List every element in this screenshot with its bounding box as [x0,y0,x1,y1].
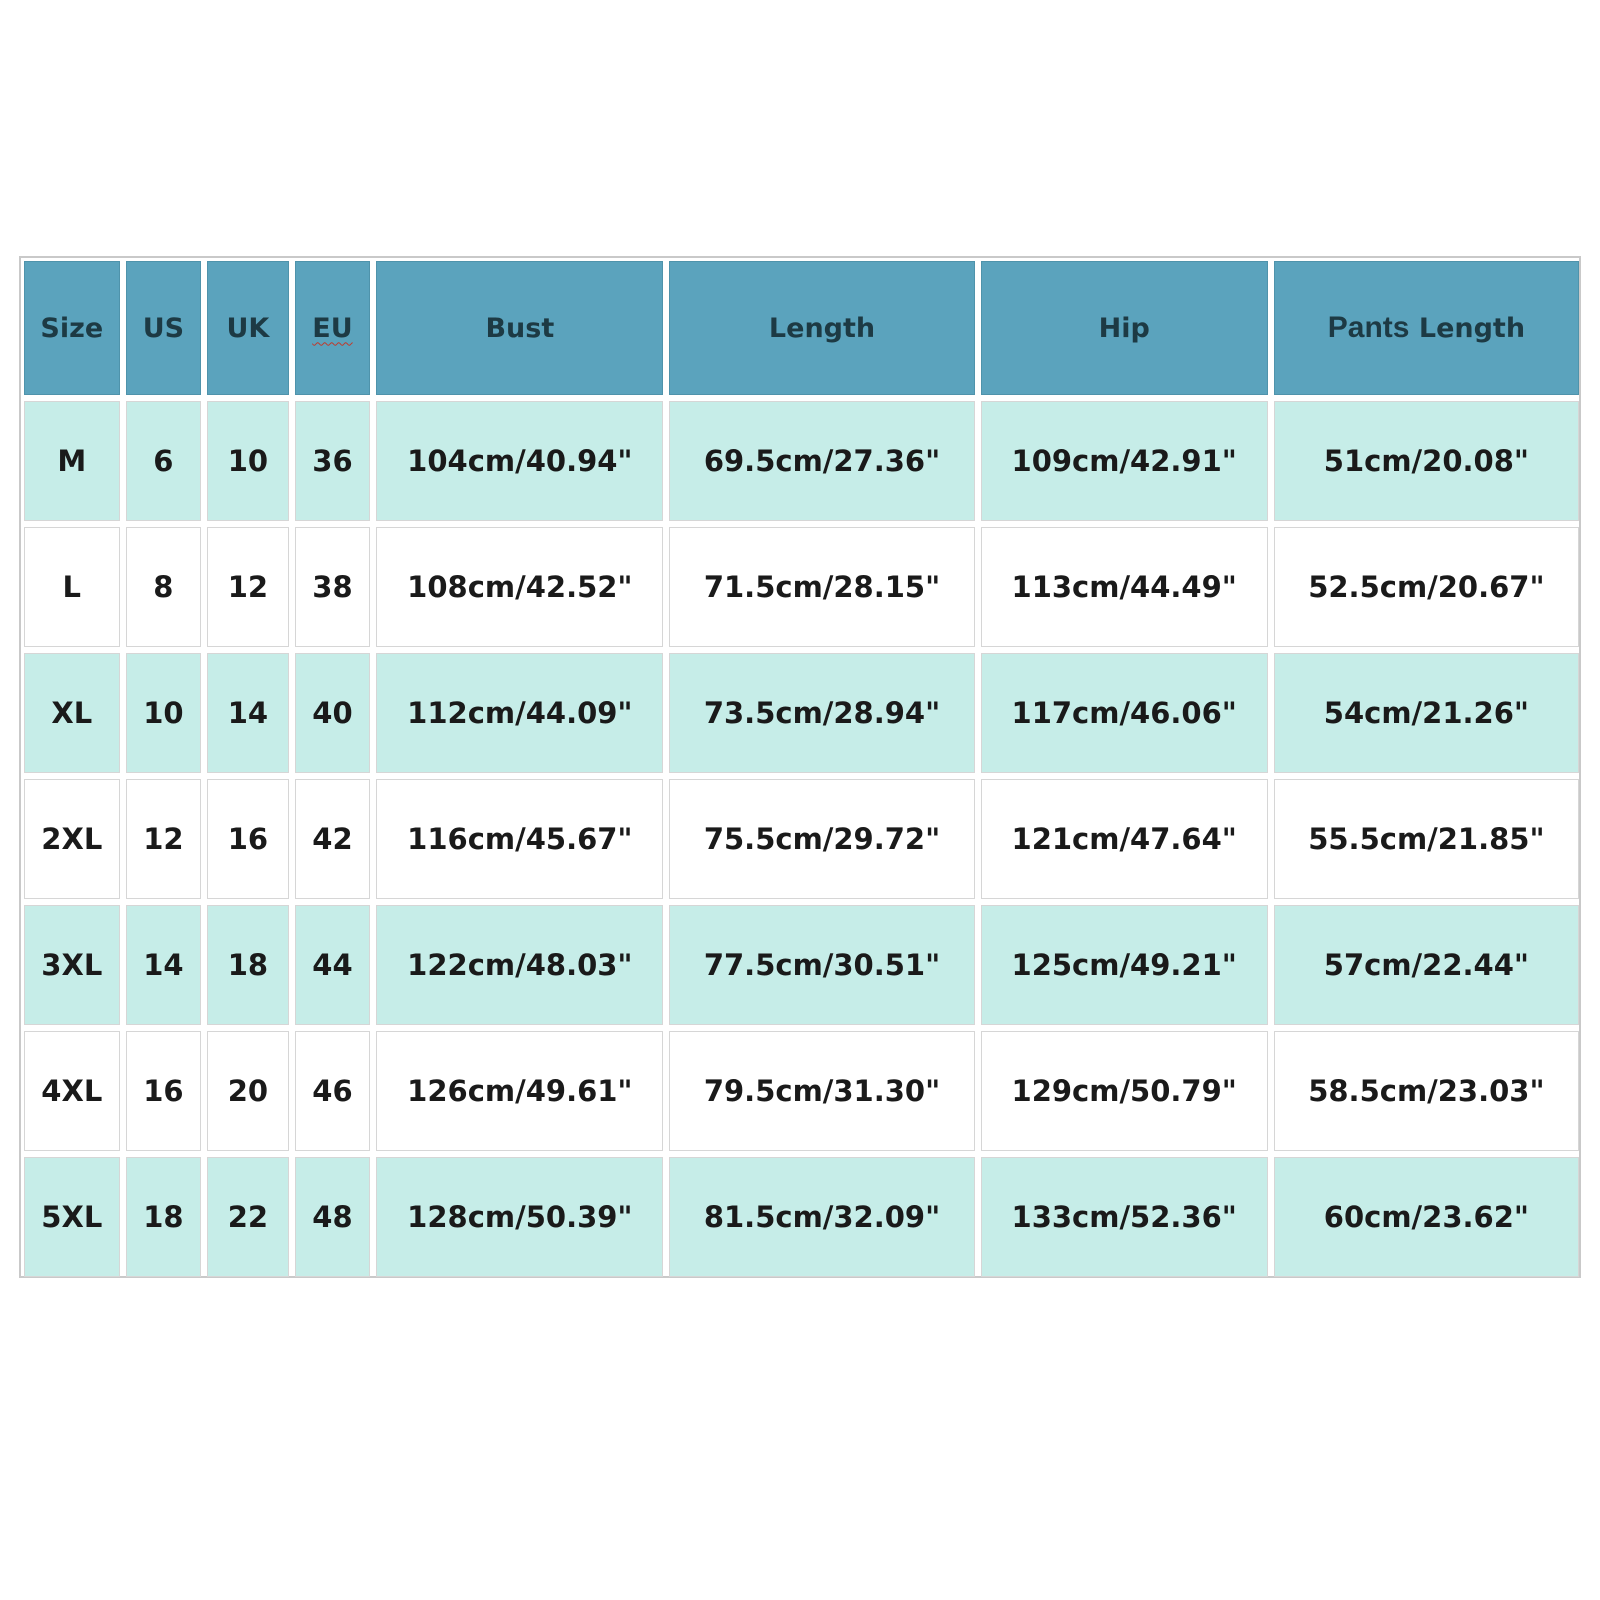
cell-bust: 126cm/49.61" [376,1031,663,1151]
table-row [24,401,1579,521]
cell-us: 16 [126,1031,202,1151]
cell-us: 8 [126,527,202,647]
cell-hip: 117cm/46.06" [981,653,1268,773]
cell-eu: 42 [295,779,371,899]
header-bust: Bust [376,261,663,395]
cell-eu: 40 [295,653,371,773]
cell-size: 3XL [24,905,120,1025]
header-size: Size [24,261,120,395]
cell-us: 12 [126,779,202,899]
cell-uk: 10 [207,401,289,521]
cell-eu: 46 [295,1031,371,1151]
cell-uk: 16 [207,779,289,899]
cell-length: 71.5cm/28.15" [669,527,974,647]
cell-hip: 129cm/50.79" [981,1031,1268,1151]
cell-bust: 108cm/42.52" [376,527,663,647]
cell-size: 4XL [24,1031,120,1151]
cell-size: L [24,527,120,647]
table-row [24,527,1579,647]
cell-us: 6 [126,401,202,521]
cell-hip: 121cm/47.64" [981,779,1268,899]
table-row [24,653,1579,773]
cell-pants-length: 58.5cm/23.03" [1274,1031,1579,1151]
cell-bust: 104cm/40.94" [376,401,663,521]
cell-us: 10 [126,653,202,773]
cell-eu: 48 [295,1157,371,1277]
cell-size: M [24,401,120,521]
cell-pants-length: 52.5cm/20.67" [1274,527,1579,647]
header-eu-label: EU [312,312,353,344]
cell-pants-length: 54cm/21.26" [1274,653,1579,773]
table-row [24,1157,1579,1277]
size-chart-table [18,255,1585,1283]
cell-eu: 44 [295,905,371,1025]
cell-uk: 18 [207,905,289,1025]
cell-length: 69.5cm/27.36" [669,401,974,521]
header-uk: UK [207,261,289,395]
cell-length: 81.5cm/32.09" [669,1157,974,1277]
header-row [24,261,1579,395]
cell-uk: 22 [207,1157,289,1277]
cell-hip: 109cm/42.91" [981,401,1268,521]
cell-eu: 38 [295,527,371,647]
cell-uk: 20 [207,1031,289,1151]
header-pants-length [1274,261,1579,395]
size-chart-frame [19,256,1581,1278]
cell-eu: 36 [295,401,371,521]
table-row [24,1031,1579,1151]
cell-length: 73.5cm/28.94" [669,653,974,773]
cell-pants-length: 60cm/23.62" [1274,1157,1579,1277]
cell-hip: 113cm/44.49" [981,527,1268,647]
table-row [24,779,1579,899]
header-hip: Hip [981,261,1268,395]
header-pants-length-word: Length [1418,313,1526,344]
cell-length: 79.5cm/31.30" [669,1031,974,1151]
cell-length: 77.5cm/30.51" [669,905,974,1025]
header-us: US [126,261,202,395]
cell-us: 18 [126,1157,202,1277]
cell-bust: 112cm/44.09" [376,653,663,773]
cell-us: 14 [126,905,202,1025]
cell-pants-length: 51cm/20.08" [1274,401,1579,521]
cell-bust: 128cm/50.39" [376,1157,663,1277]
header-pants-word: Pants [1327,311,1410,344]
header-eu [295,261,371,395]
header-length: Length [669,261,974,395]
cell-pants-length: 57cm/22.44" [1274,905,1579,1025]
cell-uk: 12 [207,527,289,647]
cell-size: 5XL [24,1157,120,1277]
cell-hip: 133cm/52.36" [981,1157,1268,1277]
cell-hip: 125cm/49.21" [981,905,1268,1025]
cell-bust: 122cm/48.03" [376,905,663,1025]
cell-uk: 14 [207,653,289,773]
cell-length: 75.5cm/29.72" [669,779,974,899]
cell-bust: 116cm/45.67" [376,779,663,899]
cell-size: XL [24,653,120,773]
cell-pants-length: 55.5cm/21.85" [1274,779,1579,899]
cell-size: 2XL [24,779,120,899]
table-row [24,905,1579,1025]
